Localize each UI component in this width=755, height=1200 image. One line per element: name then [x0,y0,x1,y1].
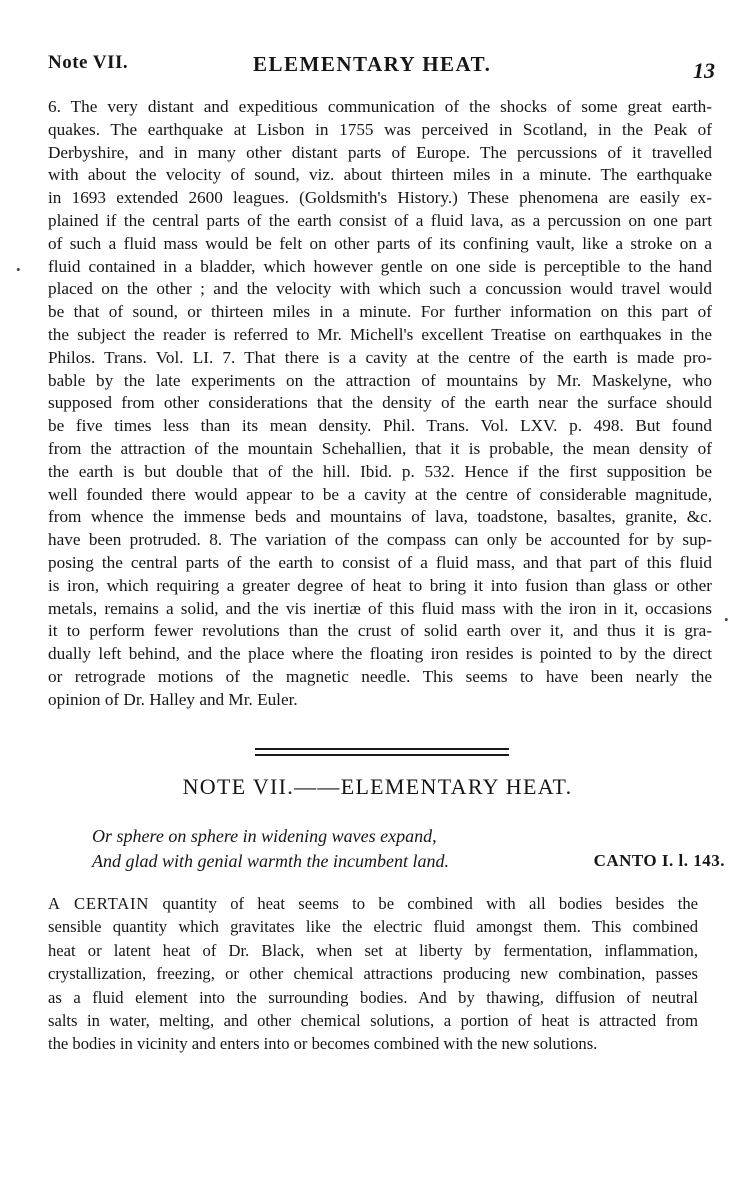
text-line: of such a fluid mass would be felt on other parts of its confining vault, like a stroke on a [48,233,712,253]
running-head [48,50,715,83]
section-divider-rule [255,748,509,750]
text-line: be five times less than its mean density. Phil. Trans. Vol. LXV. p. 498. But found [48,416,712,436]
text-line: from whence the immense beds and mountains of lava, toadstone, basaltes, granite, &c. [48,507,712,527]
text-line: dually left behind, and the place where the floating iron resides is pointed to by the direct [48,644,712,664]
text-line: heat or latent heat of Dr. Black, when set at liberty by fermentation, inflammation, [48,940,698,960]
running-title: ELEMENTARY HEAT. [253,52,492,76]
section-divider-rule [255,754,509,756]
text-line-rest: quantity of heat seems to be combined with all bodies besides the [162,894,698,913]
text-line: is iron, which requiring a greater degree of heat to bring it into fusion than glass or other [48,575,712,595]
text-line: well founded there would appear to be a cavity at the centre of considerable magnitude, [48,484,712,504]
epigraph-line: And glad with genial warmth the incumbent land. [92,851,449,871]
text-line: as a fluid element into the surrounding bodies. And by thawing, diffusion of neutral [48,987,698,1007]
text-line: plained if the central parts of the earth consist of a fluid lava, as a percussion on one part [48,210,712,230]
text-line: the bodies in vicinity and enters into or becomes combined with the new solutions. [48,1034,598,1054]
text-line [48,892,698,915]
text-line: fluid contained in a bladder, which however gentle on one side is perceptible to the hand [48,256,712,276]
text-line: the subject the reader is referred to Mr. Michell's excellent Treatise on earthquakes in the [48,324,712,344]
margin-speck: • [16,262,21,277]
text-line: or retrograde motions of the magnetic needle. This seems to have been nearly the [48,666,712,686]
text-line: with about the velocity of sound, viz. about thirteen miles in a minute. The earthquake [48,165,712,185]
text-line: salts in water, melting, and other chemical solutions, a portion of heat is attracted from [48,1011,698,1031]
text-line: supposed from other considerations that the density of the earth near the surface should [48,393,712,413]
text-line: have been protruded. 8. The variation of the compass can only be accounted for by sup- [48,530,712,550]
text-line: quakes. The earthquake at Lisbon in 1755 was perceived in Scotland, in the Peak of [48,119,712,139]
text-line: placed on the other ; and the velocity with which such a concussion would travel would [48,279,712,299]
page-number: 13 [693,58,715,83]
text-line: sensible quantity which gravitates like the electric fluid amongst them. This combined [48,917,698,937]
text-line: be that of sound, or thirteen miles in a minute. For further information on this part of [48,302,712,322]
text-line: bable by the late experiments on the attraction of mountains by Mr. Maskelyne, who [48,370,712,390]
previous-note-continuation [48,96,712,712]
text-line: crystallization, freezing, or other chemical attractions producing new combination, passes [48,964,698,984]
text-line: Philos. Trans. Vol. LI. 7. That there is a cavity at the centre of the earth is made pro- [48,347,712,367]
text-line: posing the central parts of the earth to consist of a fluid mass, and that part of this fluid [48,552,712,572]
note-heading: NOTE VII.——ELEMENTARY HEAT. [182,774,573,799]
margin-speck: • [724,612,729,627]
text-line: it to perform fewer revolutions than the crust of solid earth over it, and thus it is gra- [48,621,712,641]
lead-words: A CERTAIN [48,894,150,913]
text-line: opinion of Dr. Halley and Mr. Euler. [48,689,298,709]
text-line: metals, remains a solid, and the vis inertiæ of this fluid mass with the iron in it, occasions [48,598,712,618]
text-line: Derbyshire, and in many other distant parts of Europe. The percussions of it travelled [48,142,712,162]
text-line: in 1693 extended 2600 leagues. (Goldsmith's History.) These phenomena are easily ex- [48,188,712,208]
note-body [48,892,698,1056]
text-line: from the attraction of the mountain Schehallien, that it is probable, the mean density of [48,438,712,458]
epigraph-line: Or sphere on sphere in widening waves expand, [92,826,437,846]
note-number-header: Note VII. [48,52,129,73]
text-line: 6. The very distant and expeditious communication of the shocks of some great earth- [48,97,712,116]
epigraph-citation: CANTO I. l. 143. [593,851,725,870]
text-line: the earth is but double that of the hill. Ibid. p. 532. Hence if the first supposition be [48,461,712,481]
